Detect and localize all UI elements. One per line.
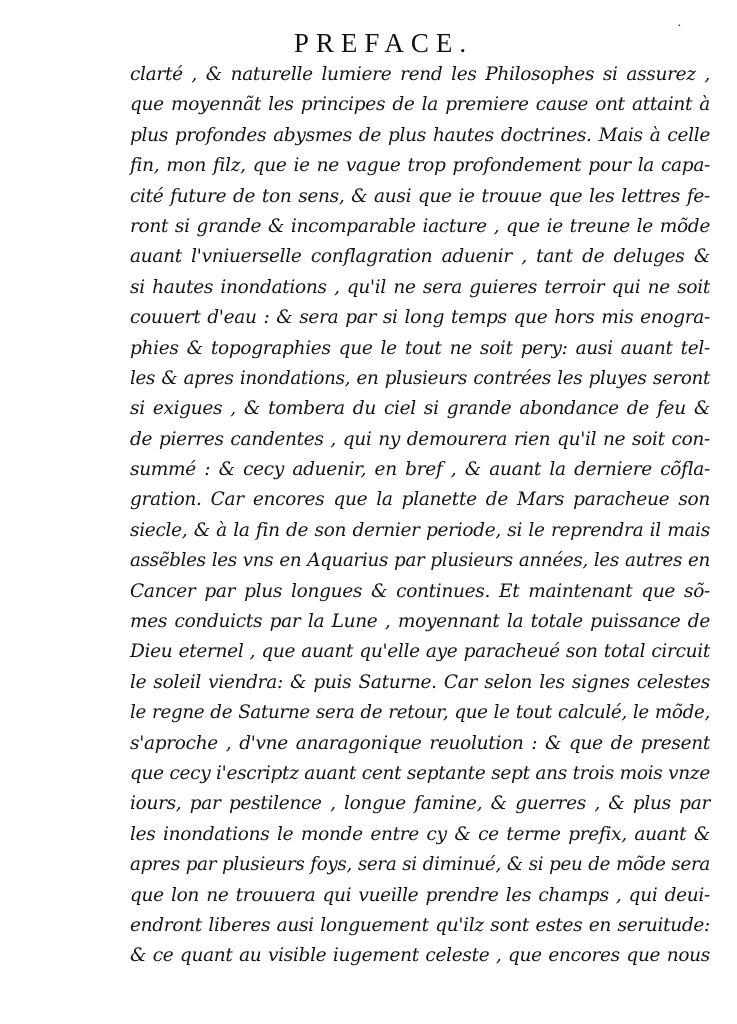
text-line: fin, mon filz, que ie ne vague trop profondement pour la capa- (130, 155, 710, 177)
running-head: PREFACE. (293, 28, 474, 58)
text-line: que cecy i'escriptz auant cent septante sept ans trois mois vnze (130, 762, 710, 784)
text-line: clarté , & naturelle lumiere rend les Philosophes si assurez , (130, 64, 710, 85)
text-line: de pierres candentes , qui ny demourera rien qu'il ne soit con- (130, 428, 710, 450)
text-line: apres par plusieurs foys, sera si diminué, & si peu de mõde sera (130, 854, 710, 876)
text-line: summé : & cecy aduenir, en bref , & auant la derniere cõfla- (130, 459, 710, 481)
text-line: cité future de ton sens, & ausi que ie trouue que les lettres fe- (130, 185, 710, 207)
text-line: ront si grande & incomparable iacture , que ie treune le mõde (130, 215, 710, 237)
text-line: & ce quant au visible iugement celeste , que encores que nous (130, 945, 710, 967)
text-line: les inondations le monde entre cy & ce terme prefix, auant & (130, 823, 710, 845)
text-line: les & apres inondations, en plusieurs contrées les pluyes seront (130, 367, 710, 389)
text-line: phies & topographies que le tout ne soit pery: ausi auant tel- (130, 337, 710, 359)
text-line: auant l'vniuerselle conflagration aduenir , tant de deluges & (130, 246, 710, 268)
text-line: si hautes inondations , qu'il ne sera guieres terroir qui ne soit (130, 276, 710, 298)
corner-mark: · (677, 19, 682, 34)
text-line: mes conduicts par la Lune , moyennant la totale puissance de (130, 611, 710, 633)
body-text (130, 60, 710, 972)
text-line: Dieu eternel , que auant qu'elle aye paracheué son total circuit (130, 641, 710, 663)
text-line: gration. Car encores que la planette de Mars paracheue son (130, 489, 710, 511)
text-line: que lon ne trouuera qui vueille prendre les champs , qui deui- (130, 884, 710, 906)
text-line: endront liberes ausi longuement qu'ilz sont estes en seruitude: (130, 914, 710, 936)
text-line: assẽbles les vns en Aquarius par plusieurs années, les autres en (130, 550, 710, 572)
text-line: Cancer par plus longues & continues. Et maintenant que sõ- (130, 580, 710, 602)
text-line: s'aproche , d'vne anaragonique reuolution : & que de present (130, 732, 710, 754)
text-line: le regne de Saturne sera de retour, que le tout calculé, le mõde, (130, 702, 710, 724)
text-line: couuert d'eau : & sera par si long temps que hors mis enogra- (130, 307, 710, 329)
text-line: iours, par pestilence , longue famine, & guerres , & plus par (130, 793, 710, 815)
text-line: le soleil viendra: & puis Saturne. Car selon les signes celestes (130, 671, 710, 693)
text-line: siecle, & à la fin de son dernier periode, si le reprendra il mais (130, 519, 710, 541)
text-line: plus profondes abysmes de plus hautes doctrines. Mais à celle (130, 124, 710, 146)
text-line: si exigues , & tombera du ciel si grande abondance de feu & (130, 398, 710, 420)
text-line: que moyennãt les principes de la premiere cause ont attaint à (130, 94, 710, 116)
